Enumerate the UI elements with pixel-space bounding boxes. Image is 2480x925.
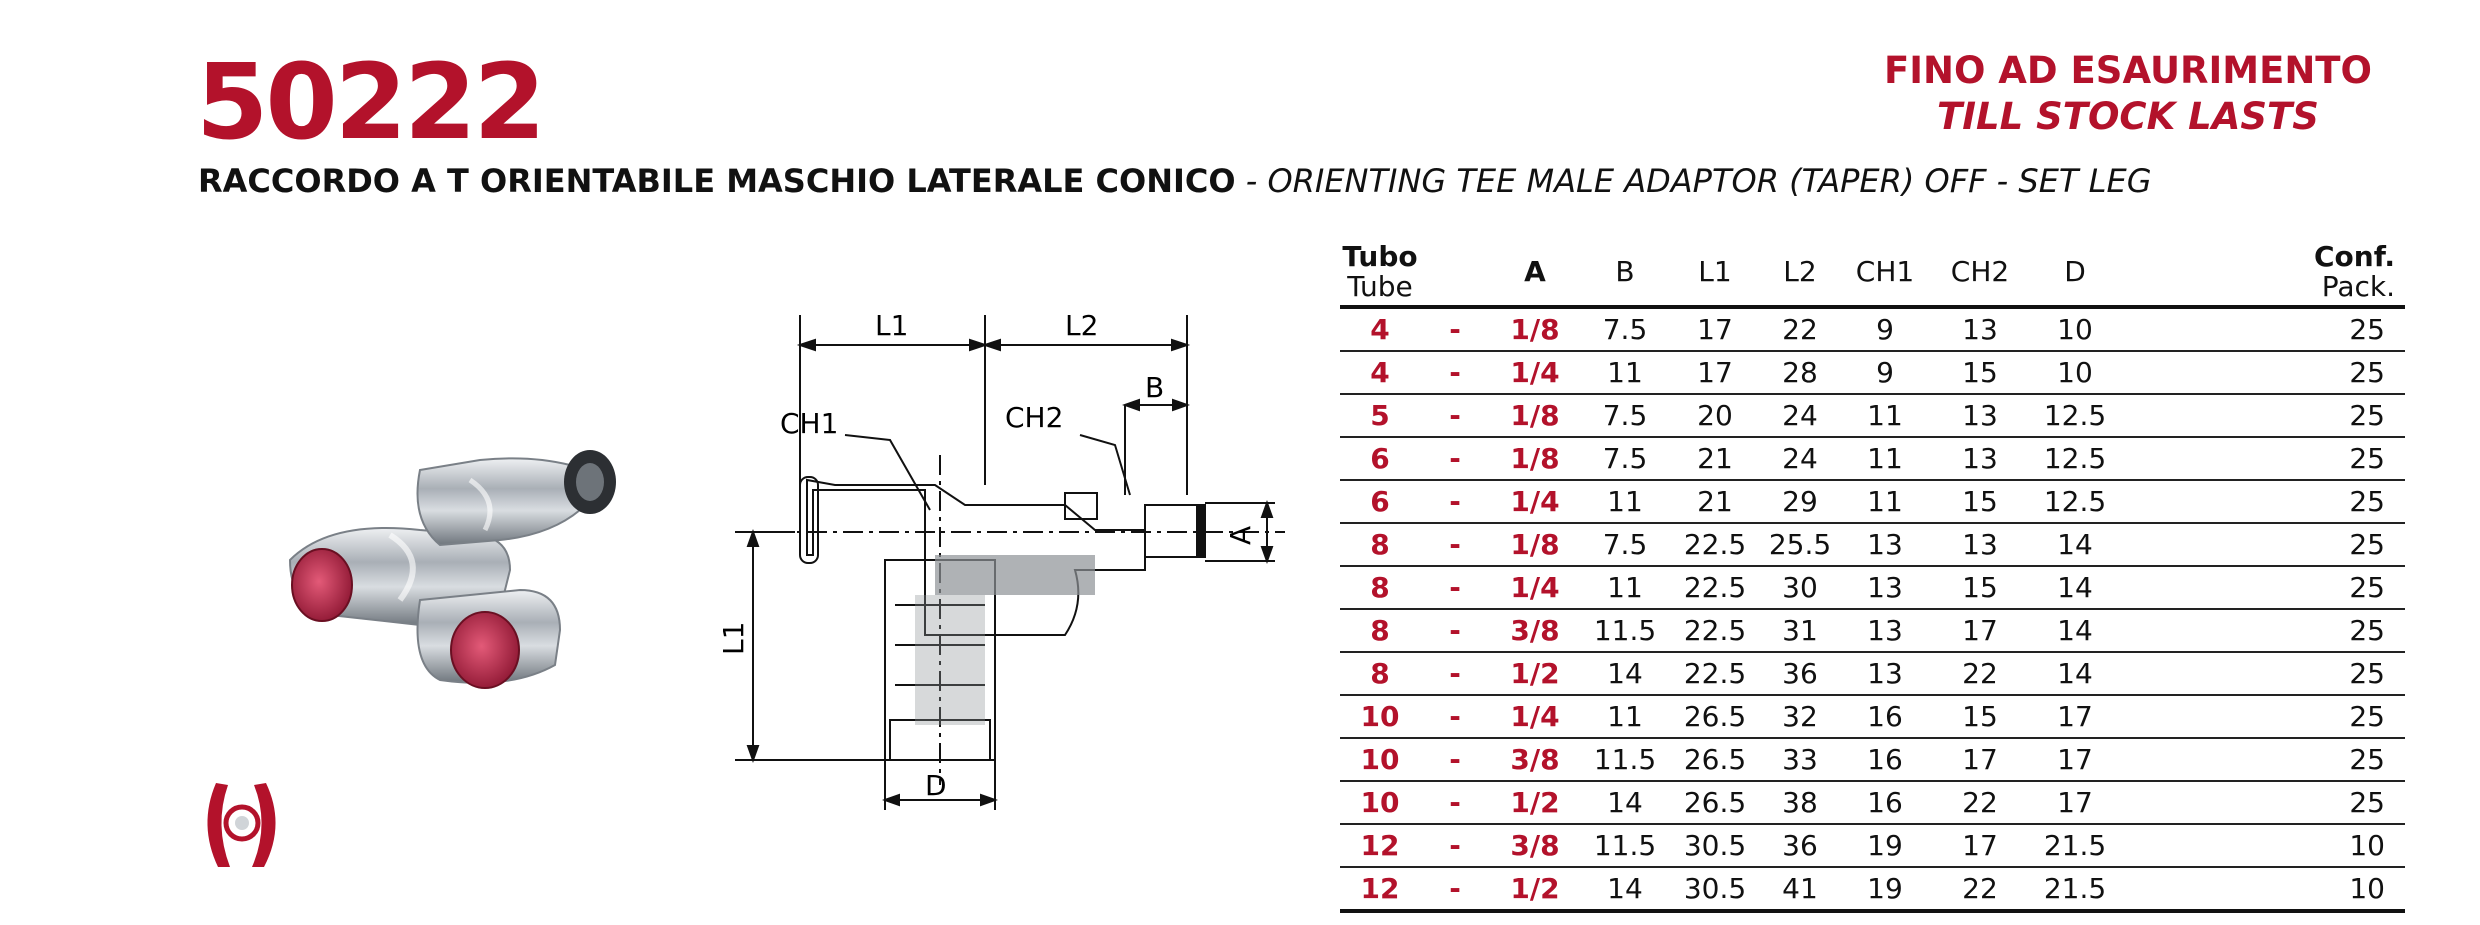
header-pack-sub: Pack.: [2321, 270, 2395, 303]
cell-a: 1/2: [1490, 652, 1580, 695]
cell-l2: 29: [1760, 480, 1840, 523]
table-row: [1340, 351, 2405, 394]
cell-a: 3/8: [1490, 609, 1580, 652]
stock-notice-italian: FINO AD ESAURIMENTO: [1883, 49, 2372, 92]
cell-a: 1/4: [1490, 695, 1580, 738]
cell-ch1: 19: [1840, 867, 1930, 911]
cell-l2: 22: [1760, 307, 1840, 351]
header-a: A: [1490, 239, 1580, 307]
header-b: B: [1580, 239, 1670, 307]
cell-dash: -: [1420, 351, 1490, 394]
cell-ch2: 13: [1930, 394, 2030, 437]
cell-b: 11: [1580, 566, 1670, 609]
cell-ch1: 13: [1840, 609, 1930, 652]
product-code: 50222: [196, 41, 543, 163]
cell-ch1: 11: [1840, 480, 1930, 523]
cell-d: 10: [2030, 307, 2120, 351]
cell-l2: 33: [1760, 738, 1840, 781]
cell-pack: 25: [2120, 738, 2405, 781]
cell-b: 11.5: [1580, 824, 1670, 867]
header-dash: [1420, 239, 1490, 307]
cell-d: 12.5: [2030, 480, 2120, 523]
cell-pack: 25: [2120, 566, 2405, 609]
cell-dash: -: [1420, 652, 1490, 695]
cell-tube: 10: [1340, 738, 1420, 781]
dimensions-table: [1340, 239, 2405, 913]
cell-l1: 20: [1670, 394, 1760, 437]
header-pack-main: Conf.: [2313, 240, 2395, 273]
cell-ch1: 11: [1840, 394, 1930, 437]
cell-a: 1/2: [1490, 781, 1580, 824]
cell-a: 3/8: [1490, 738, 1580, 781]
table-row: [1340, 824, 2405, 867]
cell-tube: 8: [1340, 523, 1420, 566]
cell-dash: -: [1420, 307, 1490, 351]
header-tube: [1340, 239, 1420, 307]
cell-l1: 17: [1670, 307, 1760, 351]
cell-pack: 25: [2120, 652, 2405, 695]
table-row: [1340, 738, 2405, 781]
table-row: [1340, 695, 2405, 738]
table-body: [1340, 307, 2405, 911]
cell-l1: 21: [1670, 437, 1760, 480]
cell-b: 11: [1580, 351, 1670, 394]
cell-tube: 12: [1340, 867, 1420, 911]
cell-dash: -: [1420, 394, 1490, 437]
cell-l2: 36: [1760, 652, 1840, 695]
cell-ch1: 13: [1840, 523, 1930, 566]
table-row: [1340, 307, 2405, 351]
cell-dash: -: [1420, 867, 1490, 911]
product-title-italian: RACCORDO A T ORIENTABILE MASCHIO LATERALE CONICO: [198, 162, 1236, 200]
cell-pack: 10: [2120, 824, 2405, 867]
cell-a: 1/8: [1490, 394, 1580, 437]
header-tube-main: Tubo: [1342, 240, 1418, 273]
cell-b: 14: [1580, 781, 1670, 824]
cell-l2: 36: [1760, 824, 1840, 867]
cell-tube: 4: [1340, 307, 1420, 351]
cell-b: 11: [1580, 480, 1670, 523]
cell-d: 17: [2030, 781, 2120, 824]
table-row: [1340, 566, 2405, 609]
cell-tube: 6: [1340, 480, 1420, 523]
cell-l2: 41: [1760, 867, 1840, 911]
cell-ch1: 13: [1840, 652, 1930, 695]
table-row: [1340, 394, 2405, 437]
cell-d: 14: [2030, 566, 2120, 609]
cell-ch2: 22: [1930, 652, 2030, 695]
cell-b: 11: [1580, 695, 1670, 738]
cell-a: 1/2: [1490, 867, 1580, 911]
cell-l1: 26.5: [1670, 695, 1760, 738]
cell-l1: 21: [1670, 480, 1760, 523]
cell-dash: -: [1420, 437, 1490, 480]
cell-d: 21.5: [2030, 867, 2120, 911]
header-tube-sub: Tube: [1347, 270, 1413, 303]
dim-label-l2-top: L2: [1065, 309, 1099, 342]
dim-label-d: D: [925, 769, 947, 802]
cell-ch2: 13: [1930, 523, 2030, 566]
table-row: [1340, 781, 2405, 824]
cell-l2: 24: [1760, 437, 1840, 480]
cell-l1: 22.5: [1670, 609, 1760, 652]
header-ch2: CH2: [1930, 239, 2030, 307]
cell-a: 1/8: [1490, 523, 1580, 566]
cell-l1: 26.5: [1670, 738, 1760, 781]
cell-d: 17: [2030, 695, 2120, 738]
cell-l1: 26.5: [1670, 781, 1760, 824]
cell-pack: 25: [2120, 351, 2405, 394]
cell-pack: 25: [2120, 781, 2405, 824]
cell-pack: 10: [2120, 867, 2405, 911]
table-row: [1340, 523, 2405, 566]
cell-l1: 30.5: [1670, 867, 1760, 911]
cell-pack: 25: [2120, 307, 2405, 351]
cell-b: 14: [1580, 867, 1670, 911]
cell-ch1: 9: [1840, 307, 1930, 351]
cell-tube: 12: [1340, 824, 1420, 867]
cell-tube: 10: [1340, 781, 1420, 824]
cell-dash: -: [1420, 523, 1490, 566]
cell-a: 1/4: [1490, 566, 1580, 609]
cell-b: 7.5: [1580, 307, 1670, 351]
cell-tube: 4: [1340, 351, 1420, 394]
cell-pack: 25: [2120, 437, 2405, 480]
cell-dash: -: [1420, 824, 1490, 867]
title-separator: -: [1235, 162, 1268, 200]
header-l1: L1: [1670, 239, 1760, 307]
dim-label-ch1: CH1: [780, 407, 839, 440]
dim-label-l1-side: L1: [717, 621, 750, 655]
cell-dash: -: [1420, 738, 1490, 781]
cell-ch1: 16: [1840, 738, 1930, 781]
cell-d: 21.5: [2030, 824, 2120, 867]
cell-ch2: 17: [1930, 609, 2030, 652]
cell-ch1: 16: [1840, 695, 1930, 738]
table-row: [1340, 437, 2405, 480]
cell-ch2: 17: [1930, 738, 2030, 781]
stock-notice-english: TILL STOCK LASTS: [1937, 95, 2319, 138]
header-l2: L2: [1760, 239, 1840, 307]
header-d: D: [2030, 239, 2120, 307]
cell-a: 1/8: [1490, 437, 1580, 480]
cell-l1: 17: [1670, 351, 1760, 394]
cell-b: 7.5: [1580, 394, 1670, 437]
cell-l1: 30.5: [1670, 824, 1760, 867]
header-pack: [2120, 239, 2405, 307]
cell-tube: 5: [1340, 394, 1420, 437]
table-header-row: [1340, 239, 2405, 307]
cell-d: 12.5: [2030, 437, 2120, 480]
cell-ch2: 15: [1930, 566, 2030, 609]
product-title: [198, 162, 2151, 200]
cell-ch2: 15: [1930, 695, 2030, 738]
table-row: [1340, 652, 2405, 695]
cell-l2: 30: [1760, 566, 1840, 609]
cell-pack: 25: [2120, 394, 2405, 437]
cell-ch2: 17: [1930, 824, 2030, 867]
cell-l2: 24: [1760, 394, 1840, 437]
cell-l1: 22.5: [1670, 652, 1760, 695]
cell-l2: 31: [1760, 609, 1840, 652]
dim-label-b: B: [1145, 371, 1165, 404]
cell-d: 14: [2030, 609, 2120, 652]
cell-ch1: 13: [1840, 566, 1930, 609]
cell-b: 14: [1580, 652, 1670, 695]
cell-a: 1/8: [1490, 307, 1580, 351]
brand-logo-icon: [196, 775, 288, 875]
table-row: [1340, 480, 2405, 523]
dim-label-a: A: [1224, 525, 1257, 545]
tee-fitting-photo: [270, 440, 670, 700]
cell-dash: -: [1420, 781, 1490, 824]
cell-b: 11.5: [1580, 609, 1670, 652]
cell-a: 3/8: [1490, 824, 1580, 867]
header-ch1: CH1: [1840, 239, 1930, 307]
cell-ch1: 16: [1840, 781, 1930, 824]
cell-pack: 25: [2120, 609, 2405, 652]
cell-ch2: 15: [1930, 480, 2030, 523]
cell-d: 12.5: [2030, 394, 2120, 437]
cell-l2: 25.5: [1760, 523, 1840, 566]
cell-ch2: 13: [1930, 307, 2030, 351]
cell-a: 1/4: [1490, 351, 1580, 394]
cell-ch1: 9: [1840, 351, 1930, 394]
cell-ch1: 19: [1840, 824, 1930, 867]
cell-ch1: 11: [1840, 437, 1930, 480]
cell-d: 17: [2030, 738, 2120, 781]
cell-d: 10: [2030, 351, 2120, 394]
cell-tube: 10: [1340, 695, 1420, 738]
cell-d: 14: [2030, 523, 2120, 566]
cell-tube: 8: [1340, 652, 1420, 695]
technical-drawing: [717, 305, 1285, 825]
cell-pack: 25: [2120, 480, 2405, 523]
table-row: [1340, 609, 2405, 652]
cell-dash: -: [1420, 480, 1490, 523]
dim-label-l1-top: L1: [875, 309, 909, 342]
cell-b: 11.5: [1580, 738, 1670, 781]
cell-b: 7.5: [1580, 437, 1670, 480]
stock-notice: [1884, 48, 2372, 140]
cell-ch2: 22: [1930, 781, 2030, 824]
cell-a: 1/4: [1490, 480, 1580, 523]
dim-label-ch2: CH2: [1005, 401, 1064, 434]
cell-ch2: 13: [1930, 437, 2030, 480]
cell-dash: -: [1420, 695, 1490, 738]
cell-ch2: 22: [1930, 867, 2030, 911]
cell-tube: 6: [1340, 437, 1420, 480]
cell-ch2: 15: [1930, 351, 2030, 394]
cell-dash: -: [1420, 609, 1490, 652]
cell-l1: 22.5: [1670, 523, 1760, 566]
table-row: [1340, 867, 2405, 911]
cell-l1: 22.5: [1670, 566, 1760, 609]
cell-l2: 38: [1760, 781, 1840, 824]
cell-pack: 25: [2120, 523, 2405, 566]
cell-l2: 32: [1760, 695, 1840, 738]
cell-d: 14: [2030, 652, 2120, 695]
product-title-english: ORIENTING TEE MALE ADAPTOR (TAPER) OFF - SET LEG: [1267, 162, 2152, 200]
cell-tube: 8: [1340, 609, 1420, 652]
cell-dash: -: [1420, 566, 1490, 609]
cell-pack: 25: [2120, 695, 2405, 738]
cell-b: 7.5: [1580, 523, 1670, 566]
cell-l2: 28: [1760, 351, 1840, 394]
cell-tube: 8: [1340, 566, 1420, 609]
